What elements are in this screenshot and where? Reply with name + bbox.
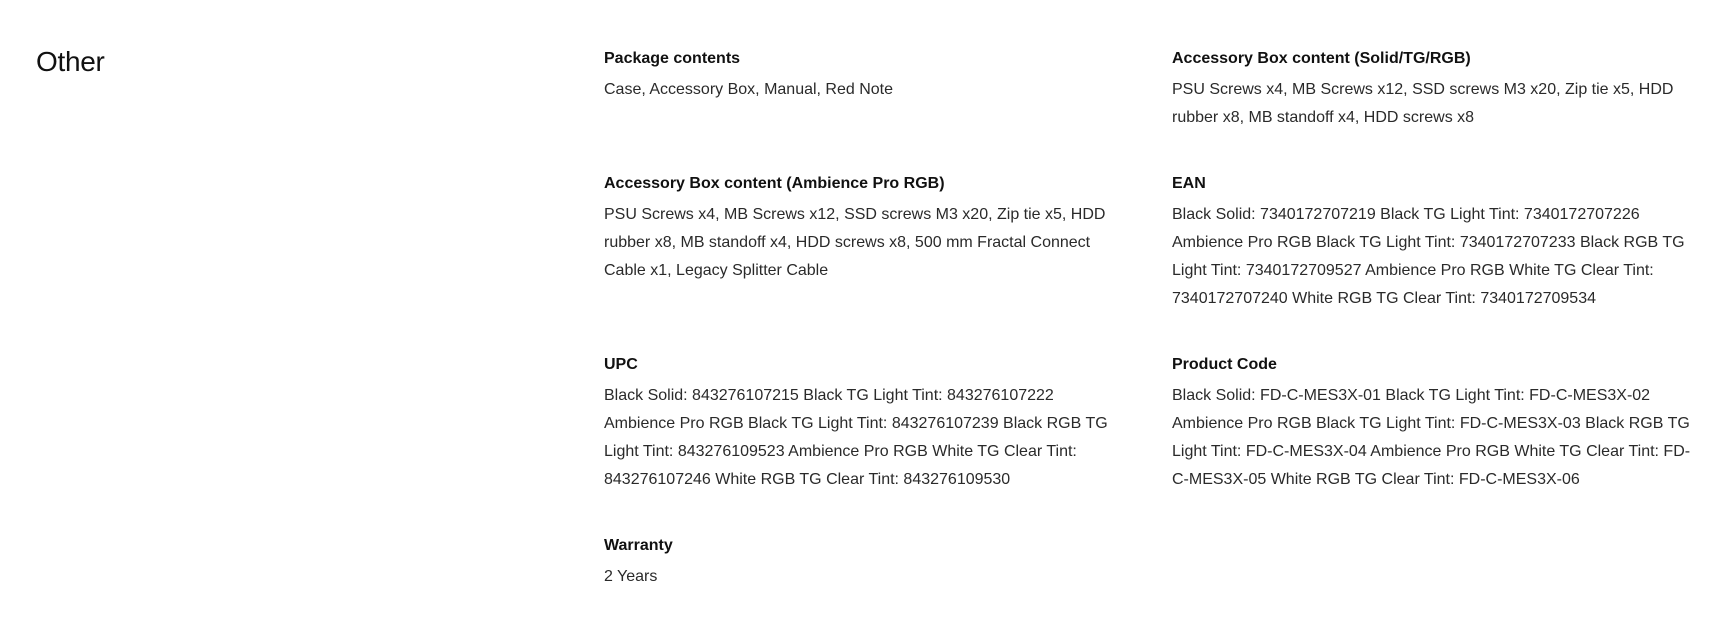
spec-label: Accessory Box content (Ambience Pro RGB): [604, 175, 945, 192]
spec-package-contents: [604, 48, 1114, 104]
spec-ean: [1172, 173, 1692, 313]
spec-label: Warranty: [604, 537, 673, 554]
spec-value: PSU Screws x4, MB Screws x12, SSD screws M3 x20, Zip tie x5, HDD rubber x8, MB standoff x4, HDD screws x8, 500 mm Fractal Connect Cable x1, Legacy Splitter Cable: [604, 206, 1106, 279]
spec-label: Package contents: [604, 50, 741, 67]
spec-value: 2 Years: [604, 568, 658, 585]
spec-value: PSU Screws x4, MB Screws x12, SSD screws M3 x20, Zip tie x5, HDD rubber x8, MB standoff x4, HDD screws x8: [1172, 81, 1674, 126]
spec-value: Black Solid: FD-C-MES3X-01 Black TG Light Tint: FD-C-MES3X-02 Ambience Pro RGB Black TG Light Tint: FD-C-MES3X-03 Black RGB TG Light Tint: FD-C-MES3X-04 Ambience Pro RGB White TG Clear Tint: FD-C-MES3X-05 White RGB TG Clear Tint: FD-C-MES3X-06: [1172, 387, 1691, 488]
spec-value: Black Solid: 843276107215 Black TG Light Tint: 843276107222 Ambience Pro RGB Black TG Light Tint: 843276107239 Black RGB TG Light Tint: 843276109523 Ambience Pro RGB White TG Clear Tint: 843276107246 White RGB TG Clear Tint: 843276109530: [604, 387, 1108, 488]
spec-accessory-box-solid: [1172, 48, 1692, 132]
spec-upc: [604, 354, 1114, 494]
spec-label: EAN: [1172, 175, 1206, 192]
spec-label: Product Code: [1172, 356, 1277, 373]
spec-warranty: [604, 535, 1114, 591]
spec-label: UPC: [604, 356, 638, 373]
spec-accessory-box-ambience: [604, 173, 1114, 285]
spec-product-code: [1172, 354, 1692, 494]
spec-label: Accessory Box content (Solid/TG/RGB): [1172, 50, 1471, 67]
spec-value: Black Solid: 7340172707219 Black TG Light Tint: 7340172707226 Ambience Pro RGB Black TG Light Tint: 7340172707233 Black RGB TG Light Tint: 7340172709527 Ambience Pro RGB White TG Clear Tint: 7340172707240 White RGB TG Clear Tint: 7340172709534: [1172, 206, 1685, 307]
section-title: Other: [36, 46, 105, 77]
spec-value: Case, Accessory Box, Manual, Red Note: [604, 81, 894, 98]
